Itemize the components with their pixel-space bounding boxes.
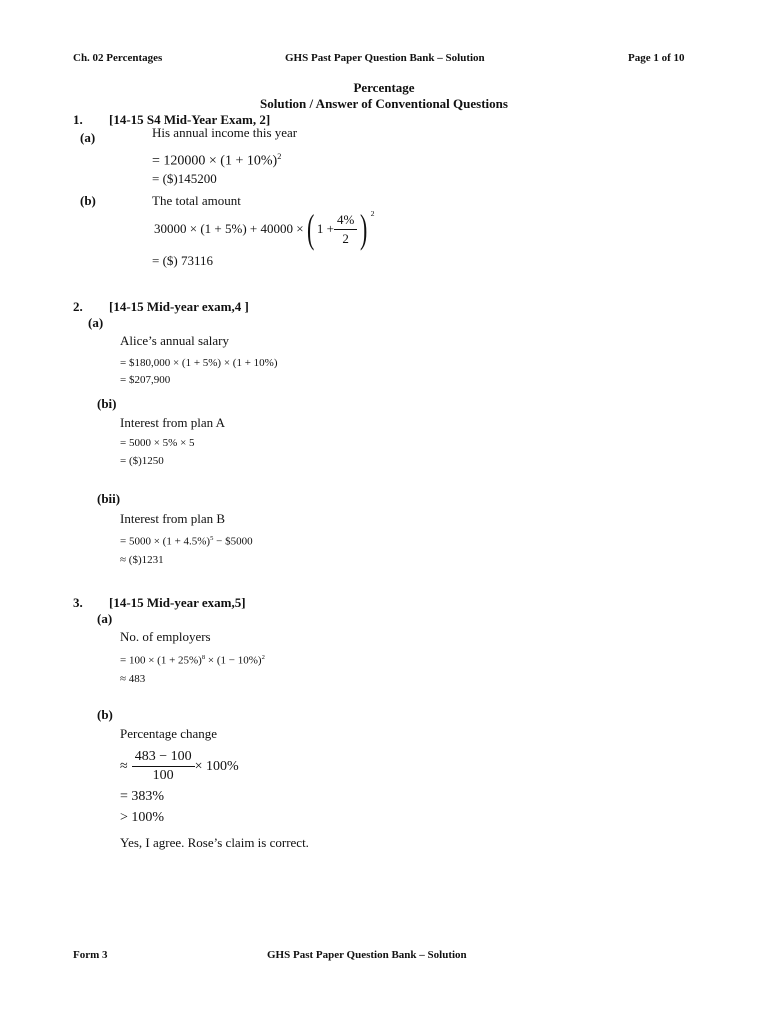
q2-number: 2. — [73, 299, 83, 314]
q3-b-comparison: > 100% — [120, 810, 165, 825]
q2-heading: [14-15 Mid-year exam,4 ] — [109, 299, 249, 314]
q1-b-equation: 30000 × (1 + 5%) + 40000 × ( 1 + $\frac{4\%}{2}$ ) $^2$ — [154, 206, 375, 251]
footer-form: Form 3 — [73, 949, 108, 961]
header-chapter: Ch. 02 Percentages — [73, 52, 163, 64]
q1-a-result: = ($)145200 — [152, 171, 217, 186]
q1-heading: [14-15 S4 Mid-Year Exam, 2] — [109, 112, 271, 127]
q1-a-equation: = $120000 \times (1 + 10\%)^2$ — [152, 152, 282, 169]
q3-b-equation: ≈ $\frac{483 - 100}{100}$ × 100% — [120, 749, 239, 783]
q3-b-label: (b) — [97, 707, 113, 722]
q1-b-text: The total amount — [152, 193, 241, 208]
q1-b-result: = ($) 73116 — [152, 253, 214, 268]
q2-bii-result: ≈ ($)1231 — [120, 554, 164, 566]
q3-b-result: = 383% — [120, 789, 165, 804]
q3-a-text: No. of employers — [120, 629, 211, 644]
q2-bii-equation: = $5000 \times (1 + 4.5\%)^5$ − $5000 — [120, 535, 253, 548]
q3-a-label: (a) — [97, 611, 113, 626]
q2-a-text: Alice’s annual salary — [120, 333, 230, 348]
page-title: Percentage — [353, 80, 415, 95]
q3-b-text: Percentage change — [120, 726, 218, 741]
q2-a-equation: = $180,000 × (1 + 5%) × (1 + 10%) — [120, 357, 278, 369]
q2-a-result: = $207,900 — [120, 374, 171, 386]
header-title: GHS Past Paper Question Bank – Solution — [285, 52, 485, 64]
q3-number: 3. — [73, 595, 83, 610]
q1-a-text: His annual income this year — [152, 125, 298, 140]
q2-bi-result: = ($)1250 — [120, 455, 164, 467]
q1-number: 1. — [73, 112, 83, 127]
page-subtitle: Solution / Answer of Conventional Questions — [260, 96, 508, 111]
footer-title: GHS Past Paper Question Bank – Solution — [267, 949, 467, 961]
q2-bii-text: Interest from plan B — [120, 511, 226, 526]
header-page-number: Page 1 of 10 — [628, 52, 685, 64]
q1-a-label: (a) — [80, 130, 96, 145]
q2-bi-equation: = 5000 × 5% × 5 — [120, 437, 195, 449]
q2-bi-label: (bi) — [97, 396, 117, 411]
q2-bi-text: Interest from plan A — [120, 415, 226, 430]
q2-bii-label: (bii) — [97, 491, 121, 506]
q2-a-label: (a) — [88, 315, 104, 330]
q3-a-result: ≈ 483 — [120, 673, 146, 685]
q3-heading: [14-15 Mid-year exam,5] — [109, 595, 246, 610]
q3-a-equation: = $100 \times (1 + 25\%)^8 \times (1 - 10\%)^2$ — [120, 654, 265, 667]
q3-b-conclusion: Yes, I agree. Rose’s claim is correct. — [120, 835, 309, 850]
q1-b-label: (b) — [80, 193, 96, 208]
